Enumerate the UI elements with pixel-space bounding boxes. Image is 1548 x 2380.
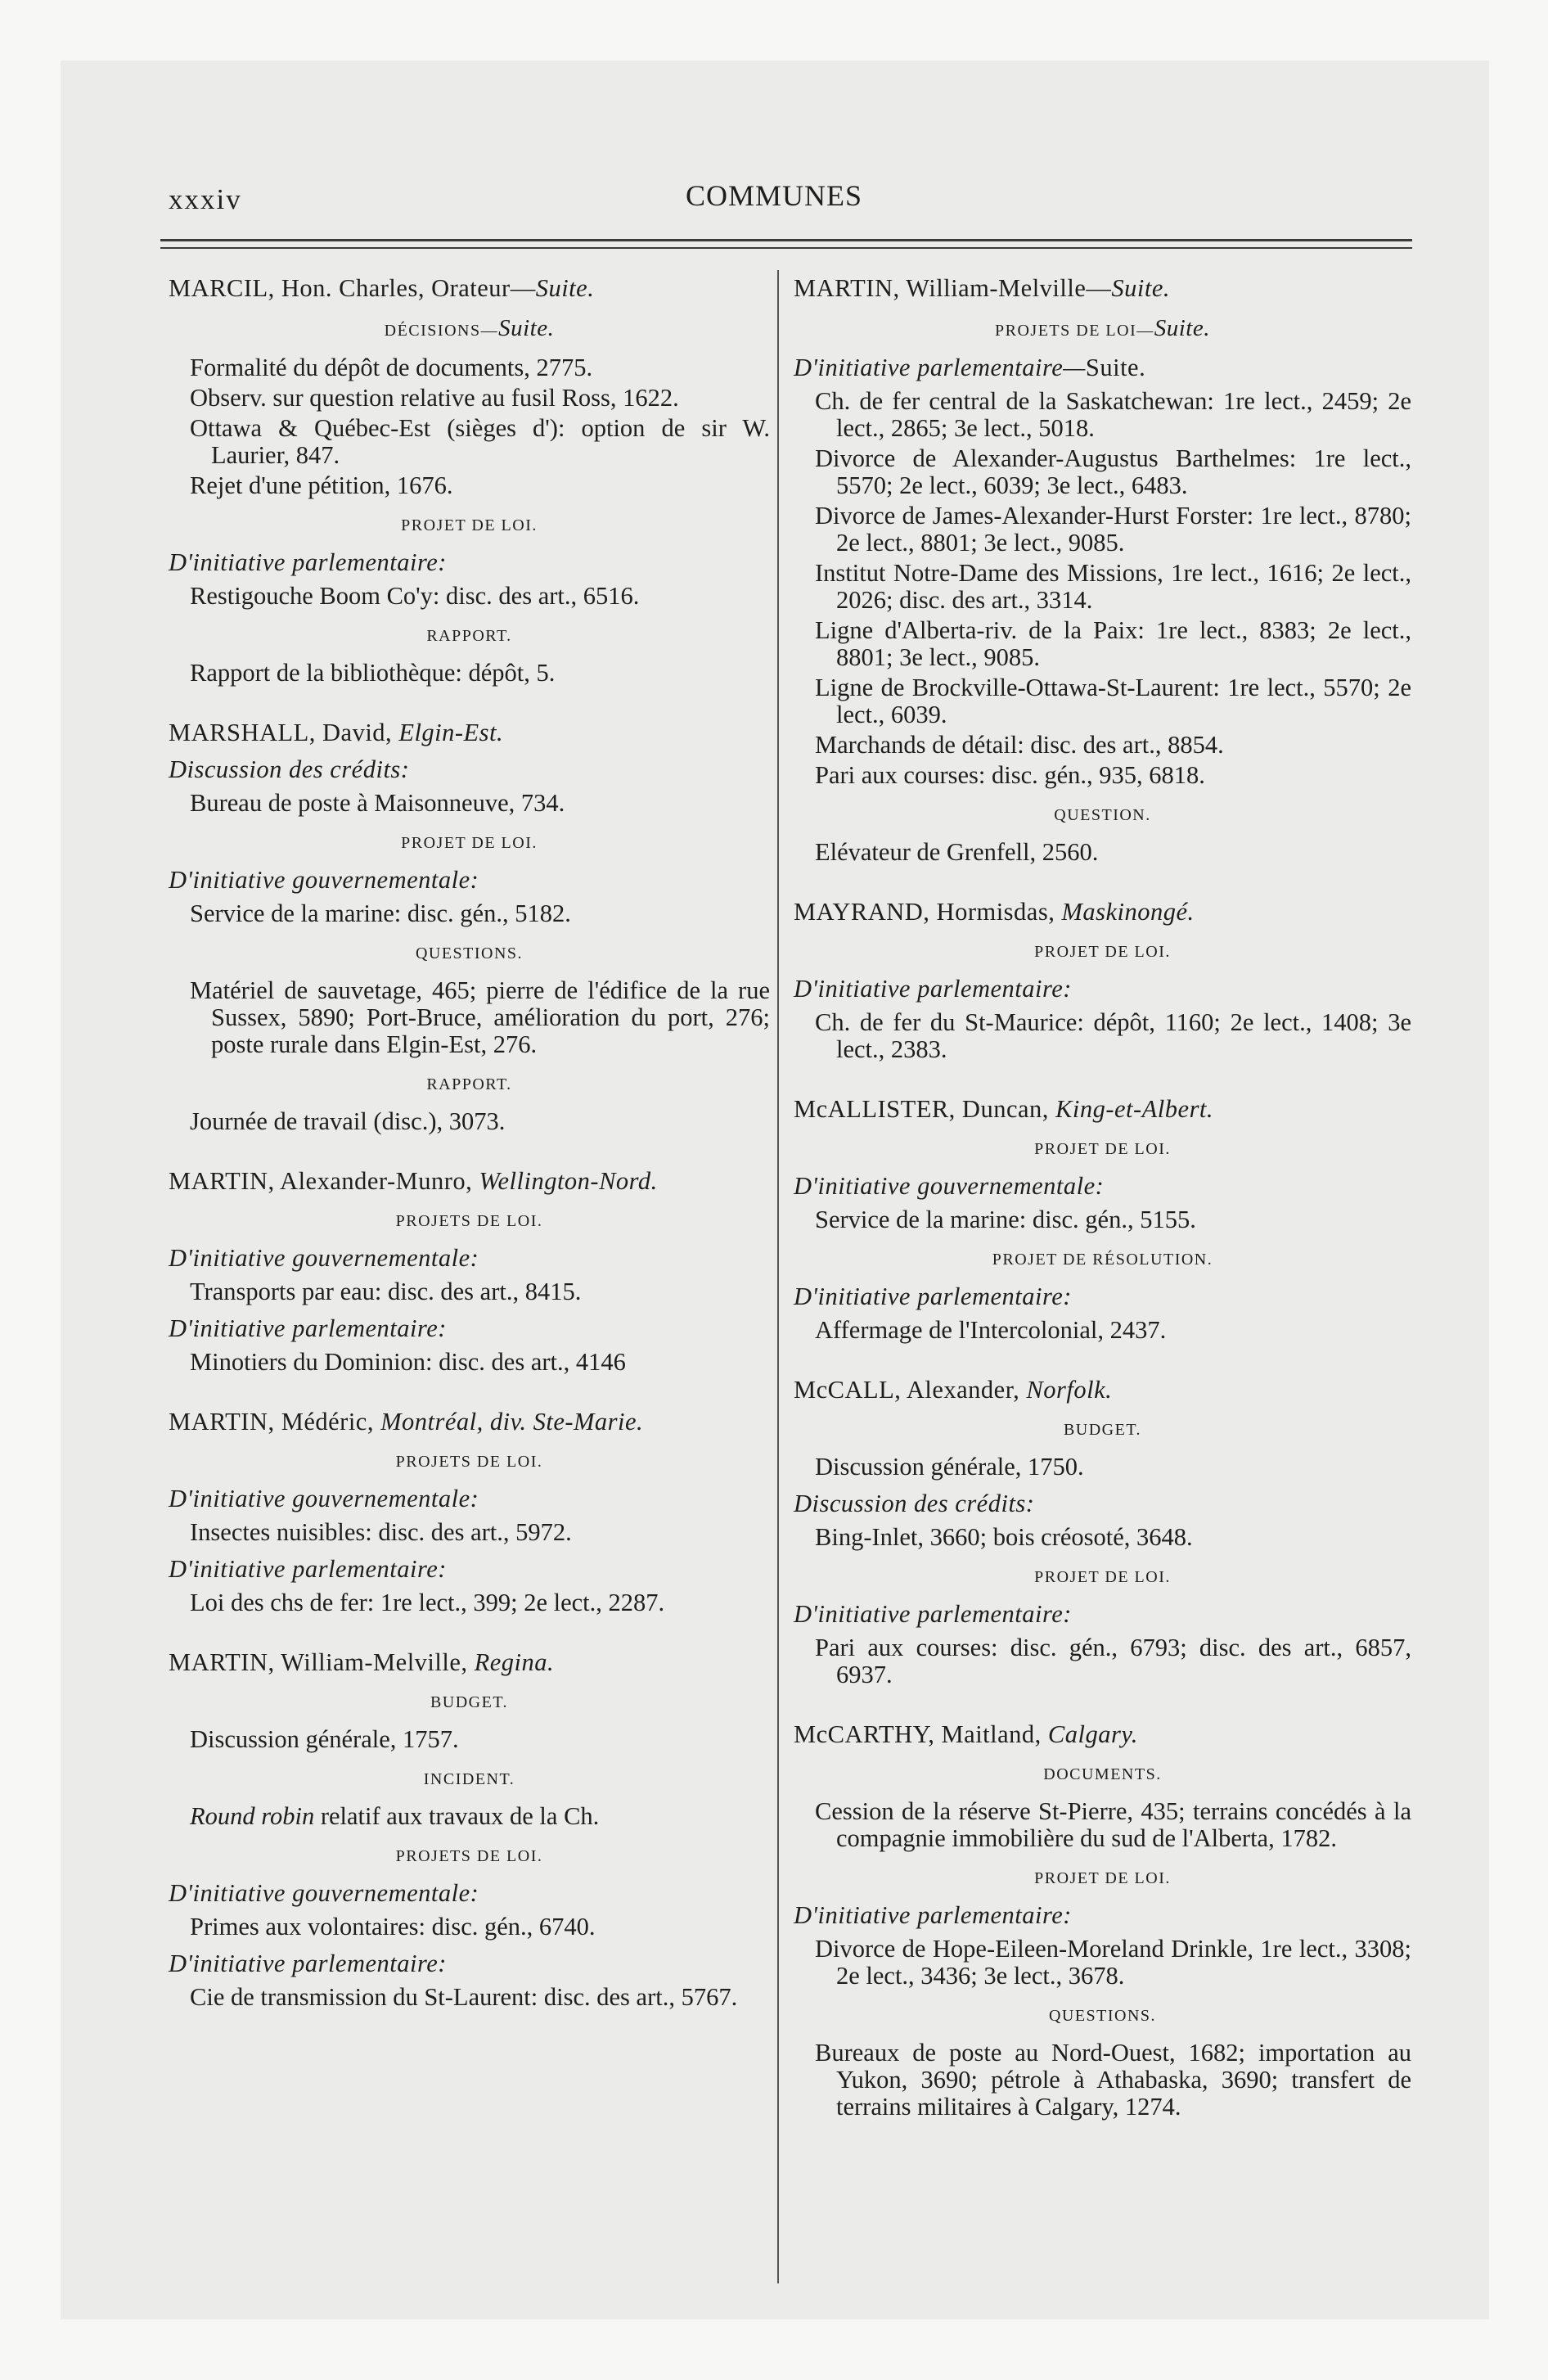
list-item: Cie de transmission du St-Laurent: disc. des art., 5767. — [190, 1983, 738, 2011]
heading-questions: QUESTIONS. — [1048, 2007, 1157, 2025]
list-item: Service de la marine: disc. gén., 5155. — [815, 1206, 1196, 1233]
page-number: xxxiv — [169, 183, 242, 215]
subheading-gouvernementale: D'initiative gouvernementale: — [169, 1244, 479, 1272]
subheading-credits: Discussion des crédits: — [169, 755, 410, 783]
list-item: Rapport de la bibliothèque: dépôt, 5. — [190, 659, 556, 687]
subheading-gouvernementale: D'initiative gouvernementale: — [169, 1879, 479, 1907]
heading-projets-de-loi: PROJETS DE LOI. — [395, 1212, 543, 1230]
list-item: Observ. sur question relative au fusil Ross, 1622. — [190, 384, 679, 412]
heading-projet-de-loi: PROJET DE LOI. — [401, 834, 538, 852]
list-item: Cession de la réserve St-Pierre, 435; terrains concédés à la compagnie immobilière du sud de l'Alberta, 1782. — [815, 1797, 1411, 1852]
subheading-gouvernementale: D'initiative gouvernementale: — [794, 1172, 1105, 1200]
heading-projet-de-loi: PROJET DE LOI. — [1034, 1869, 1171, 1887]
running-title: COMMUNES — [685, 179, 863, 212]
header-rule-top — [160, 239, 1412, 241]
list-item: Rejet d'une pétition, 1676. — [190, 471, 453, 499]
list-item: Bing-Inlet, 3660; bois créosoté, 3648. — [815, 1523, 1193, 1551]
list-item: Divorce de Hope-Eileen-Moreland Drinkle, 1re lect., 3308; 2e lect., 3436; 3e lect., 3678. — [815, 1935, 1411, 1990]
header-rule-bottom — [160, 247, 1412, 249]
subheading-parlementaire: D'initiative parlementaire: — [794, 975, 1072, 1003]
list-item: Round robin relatif aux travaux de la Ch. — [190, 1802, 600, 1830]
heading-projets-de-loi: PROJETS DE LOI. — [395, 1847, 543, 1865]
list-item: Institut Notre-Dame des Missions, 1re lect., 1616; 2e lect., 2026; disc. des art., 3314. — [815, 559, 1411, 614]
entry-name-mcallister: McALLISTER, Duncan, King-et-Albert. — [794, 1095, 1214, 1123]
list-item: Discussion générale, 1750. — [815, 1453, 1084, 1481]
heading-questions: QUESTIONS. — [415, 944, 524, 962]
entry-name-mccarthy: McCARTHY, Maitland, Calgary. — [794, 1720, 1138, 1748]
entry-name-martin-william-suite: MARTIN, William-Melville—Suite. — [794, 274, 1171, 302]
list-item: Ch. de fer central de la Saskatchewan: 1re lect., 2459; 2e lect., 2865; 3e lect., 5018. — [815, 387, 1411, 442]
list-item: Transports par eau: disc. des art., 8415. — [190, 1278, 582, 1305]
heading-incident: INCIDENT. — [423, 1770, 515, 1788]
left-column — [169, 275, 770, 2019]
list-item: Pari aux courses: disc. gén., 6793; disc. des art., 6857, 6937. — [815, 1634, 1411, 1688]
entry-name-marshall: MARSHALL, David, Elgin-Est. — [169, 719, 504, 746]
entry-name-martin-mederic: MARTIN, Médéric, Montréal, div. Ste-Marie. — [169, 1408, 644, 1436]
entry-name-mccall: McCALL, Alexander, Norfolk. — [794, 1376, 1113, 1404]
entry-name-martin-william: MARTIN, William-Melville, Regina. — [169, 1648, 555, 1676]
heading-documents: DOCUMENTS. — [1043, 1765, 1162, 1783]
list-item: Ch. de fer du St-Maurice: dépôt, 1160; 2e lect., 1408; 3e lect., 2383. — [815, 1008, 1411, 1063]
list-item: Divorce de Alexander-Augustus Barthelmes: 1re lect., 5570; 2e lect., 6039; 3e lect., 6483. — [815, 444, 1411, 499]
list-item: Discussion générale, 1757. — [190, 1725, 459, 1753]
heading-decisions: DÉCISIONS—Suite. — [384, 315, 555, 341]
list-item: Matériel de sauvetage, 465; pierre de l'édifice de la rue Sussex, 5890; Port-Bruce, amélioration du port, 276; poste rurale dans Elgin-Est, 276. — [190, 976, 770, 1058]
list-item: Formalité du dépôt de documents, 2775. — [190, 354, 593, 381]
subheading-parlementaire: D'initiative parlementaire: — [794, 1901, 1072, 1929]
list-item: Ligne d'Alberta-riv. de la Paix: 1re lect., 8383; 2e lect., 8801; 3e lect., 9085. — [815, 616, 1411, 671]
heading-budget: BUDGET. — [430, 1693, 509, 1711]
subheading-parlementaire: D'initiative parlementaire: — [169, 1950, 447, 1977]
subheading-parlementaire: D'initiative parlementaire—Suite. — [794, 354, 1146, 381]
list-item: Divorce de James-Alexander-Hurst Forster: 1re lect., 8780; 2e lect., 8801; 3e lect., 9085. — [815, 502, 1411, 557]
subheading-parlementaire: D'initiative parlementaire: — [169, 548, 447, 576]
heading-budget: BUDGET. — [1063, 1421, 1142, 1439]
list-item: Ottawa & Québec-Est (sièges d'): option de sir W. Laurier, 847. — [190, 414, 770, 469]
heading-rapport: RAPPORT. — [426, 1075, 512, 1093]
right-column — [794, 275, 1411, 2129]
list-item: Insectes nuisibles: disc. des art., 5972. — [190, 1518, 572, 1546]
list-item: Ligne de Brockville-Ottawa-St-Laurent: 1re lect., 5570; 2e lect., 6039. — [815, 674, 1411, 728]
heading-projets-de-loi: PROJETS DE LOI. — [395, 1453, 543, 1471]
list-item: Journée de travail (disc.), 3073. — [190, 1107, 506, 1135]
list-item: Service de la marine: disc. gén., 5182. — [190, 899, 571, 927]
heading-question: QUESTION. — [1054, 806, 1151, 824]
list-item: Marchands de détail: disc. des art., 8854. — [815, 731, 1224, 759]
subheading-gouvernementale: D'initiative gouvernementale: — [169, 866, 479, 894]
entry-name-martin-alexander: MARTIN, Alexander-Munro, Wellington-Nord. — [169, 1167, 658, 1195]
subheading-parlementaire: D'initiative parlementaire: — [169, 1314, 447, 1342]
subheading-parlementaire: D'initiative parlementaire: — [794, 1282, 1072, 1310]
subheading-parlementaire: D'initiative parlementaire: — [794, 1600, 1072, 1628]
subheading-parlementaire: D'initiative parlementaire: — [169, 1555, 447, 1583]
column-divider — [777, 270, 779, 2283]
heading-projets-de-loi: PROJETS DE LOI—Suite. — [995, 315, 1210, 341]
entry-name-marcil: MARCIL, Hon. Charles, Orateur—Suite. — [169, 274, 595, 302]
list-item: Bureaux de poste au Nord-Ouest, 1682; importation au Yukon, 3690; pétrole à Athabaska, 3690; transfert de terrains militaires à Calgary, 1274. — [815, 2039, 1411, 2121]
heading-projet-de-loi: PROJET DE LOI. — [1034, 1568, 1171, 1586]
heading-projet-de-loi: PROJET DE LOI. — [1034, 943, 1171, 961]
heading-projet-de-loi: PROJET DE LOI. — [401, 516, 538, 534]
entry-name-mayrand: MAYRAND, Hormisdas, Maskinongé. — [794, 898, 1195, 926]
list-item: Bureau de poste à Maisonneuve, 734. — [190, 789, 565, 817]
subheading-gouvernementale: D'initiative gouvernementale: — [169, 1485, 479, 1512]
subheading-credits: Discussion des crédits: — [794, 1490, 1035, 1517]
list-item: Primes aux volontaires: disc. gén., 6740. — [190, 1913, 596, 1941]
list-item: Elévateur de Grenfell, 2560. — [815, 838, 1099, 866]
heading-projet-de-loi: PROJET DE LOI. — [1034, 1140, 1171, 1158]
list-item: Pari aux courses: disc. gén., 935, 6818. — [815, 761, 1205, 789]
list-item: Affermage de l'Intercolonial, 2437. — [815, 1316, 1167, 1344]
heading-projet-de-resolution: PROJET DE RÉSOLUTION. — [992, 1251, 1213, 1269]
list-item: Minotiers du Dominion: disc. des art., 4146 — [190, 1348, 626, 1376]
list-item: Loi des chs de fer: 1re lect., 399; 2e lect., 2287. — [190, 1589, 665, 1616]
heading-rapport: RAPPORT. — [426, 627, 512, 645]
list-item: Restigouche Boom Co'y: disc. des art., 6516. — [190, 582, 640, 610]
